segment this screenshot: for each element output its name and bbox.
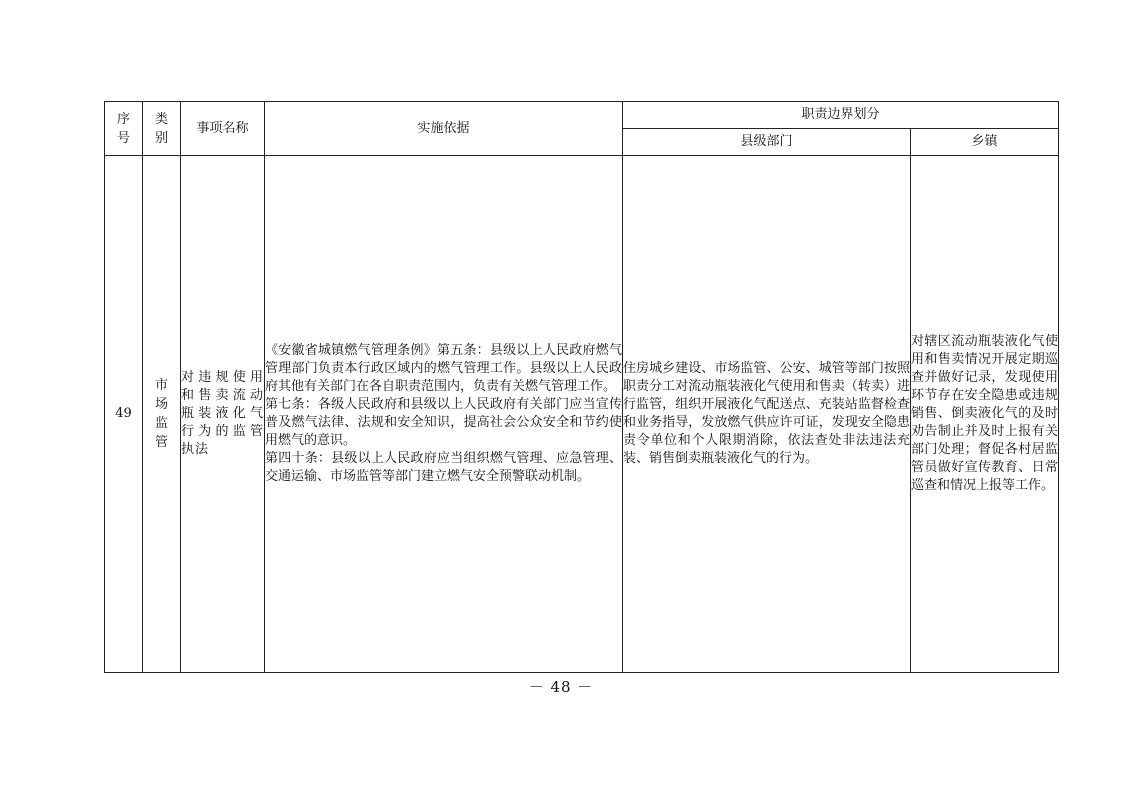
row-category: 市 场 监 管 <box>143 156 181 673</box>
basis-paragraph: 第四十条：县级以上人民政府应当组织燃气管理、应急管理、交通运输、市场监管等部门建立燃气安全预警联动机制。 <box>265 451 622 484</box>
basis-paragraph: 《安徽省城镇燃气管理条例》第五条：县级以上人民政府燃气管理部门负责本行政区域内的燃气管理工作。县级以上人民政府其他有关部门在各自职责范围内，负责有关燃气管理工作。 <box>265 343 622 394</box>
row-seq: 49 <box>105 156 143 673</box>
page-number: － 48 － <box>528 678 594 696</box>
duty-boundary-table <box>104 101 1059 673</box>
header-category: 类 别 <box>143 102 181 156</box>
header-township: 乡镇 <box>911 129 1059 156</box>
row-item-name: 对违规使用和售卖流动瓶装液化气行为的监管执法 <box>181 156 265 673</box>
table-row <box>105 156 1059 673</box>
row-basis <box>265 156 623 673</box>
basis-paragraph: 第七条：各级人民政府和县级以上人民政府有关部门应当宣传普及燃气法律、法规和安全知识，提高社会公众安全和节约使用燃气的意识。 <box>265 397 622 448</box>
header-county: 县级部门 <box>623 129 911 156</box>
row-township: 对辖区流动瓶装液化气使用和售卖情况开展定期巡查并做好记录，发现使用环节存在安全隐患或违规销售、倒卖液化气的及时劝告制止并及时上报有关部门处理；督促各村居监管员做好宣传教育、日常巡查和情况上报等工作。 <box>911 156 1059 673</box>
header-basis: 实施依据 <box>265 102 623 156</box>
header-division: 职责边界划分 <box>623 102 1059 129</box>
row-county: 住房城乡建设、市场监管、公安、城管等部门按照职责分工对流动瓶装液化气使用和售卖（转卖）进行监管，组织开展液化气配送点、充装站监督检查和业务指导，发放燃气供应许可证，发现安全隐患责令单位和个人限期消除，依法查处非法违法充装、销售倒卖瓶装液化气的行为。 <box>623 156 911 673</box>
header-seq: 序 号 <box>105 102 143 156</box>
header-item-name: 事项名称 <box>181 102 265 156</box>
